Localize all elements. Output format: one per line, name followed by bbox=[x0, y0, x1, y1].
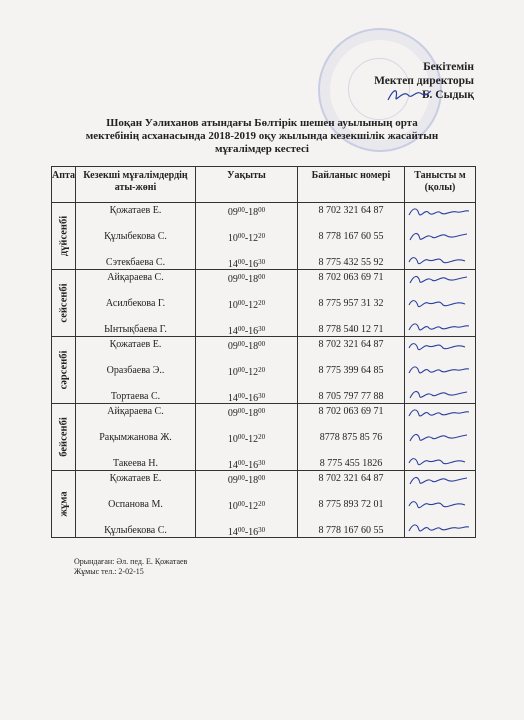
time-m1: 00 bbox=[237, 258, 245, 266]
time-h1: 14 bbox=[227, 460, 238, 471]
time-cell bbox=[196, 404, 298, 471]
time-m2: 00 bbox=[258, 474, 266, 482]
approval-position: Мектеп директоры bbox=[374, 75, 474, 87]
time-h2: 12 bbox=[248, 367, 259, 378]
teacher-name: Такеева Н. bbox=[112, 458, 159, 469]
day-cell bbox=[52, 270, 76, 337]
time-h1: 10 bbox=[227, 501, 238, 512]
table-row bbox=[52, 337, 476, 404]
time-h1: 10 bbox=[227, 434, 238, 445]
day-label: сәрсенбі bbox=[58, 350, 69, 390]
teacher-name: Тортаева С. bbox=[110, 391, 161, 402]
time-cell bbox=[196, 270, 298, 337]
time-m2: 00 bbox=[258, 206, 266, 214]
duty-time: $14^{00}-16^{30}$ bbox=[227, 392, 266, 404]
time-m2: 30 bbox=[258, 526, 266, 534]
approval-heading: Бекітемін bbox=[423, 61, 474, 73]
time-h2: 16 bbox=[248, 527, 259, 538]
phone-number: 8778 875 85 76 bbox=[319, 432, 383, 443]
time-h2: 12 bbox=[248, 300, 259, 311]
time-h1: 14 bbox=[227, 259, 238, 270]
table-row bbox=[52, 471, 476, 538]
time-h1: 10 bbox=[227, 233, 238, 244]
teacher-name: Құлыбекова С. bbox=[104, 231, 167, 242]
handwritten-signature bbox=[407, 430, 471, 444]
handwritten-signature bbox=[407, 339, 471, 353]
duty-time: $10^{00}-12^{20}$ bbox=[227, 366, 266, 378]
day-label: дүйсенбі bbox=[58, 215, 69, 257]
duty-time: $09^{00}-18^{00}$ bbox=[227, 273, 266, 285]
time-h1: 14 bbox=[227, 527, 238, 538]
time-h1: 09 bbox=[227, 475, 238, 486]
teacher-name: Айқараева С. bbox=[107, 406, 164, 417]
teacher-cell bbox=[76, 404, 196, 471]
teacher-name: Сэтекбаева С. bbox=[105, 257, 166, 268]
time-m1: 00 bbox=[237, 500, 245, 508]
teacher-name: Асилбекова Г. bbox=[105, 298, 166, 309]
time-h1: 10 bbox=[227, 300, 238, 311]
handwritten-signature bbox=[407, 272, 471, 286]
time-h2: 12 bbox=[248, 233, 259, 244]
duty-time: $10^{00}-12^{20}$ bbox=[227, 433, 266, 445]
time-m2: 00 bbox=[258, 407, 266, 415]
duty-time: $14^{00}-16^{30}$ bbox=[227, 258, 266, 270]
time-h2: 12 bbox=[248, 434, 259, 445]
document-title: Шоқан Уәлиханов атындағы Бөлтірік шешен ауылының орта мектебінің асханасында 2018-2019 оқу жылында кезекшілік жасайтын мұғалімдер кестесі bbox=[85, 117, 439, 155]
director-signature bbox=[386, 86, 432, 104]
header-phone: Байланыс номері bbox=[298, 167, 405, 203]
time-m2: 30 bbox=[258, 459, 266, 467]
handwritten-signature bbox=[407, 229, 471, 243]
time-m2: 30 bbox=[258, 392, 266, 400]
time-h2: 16 bbox=[248, 460, 259, 471]
time-h2: 12 bbox=[248, 501, 259, 512]
day-label: бейсенбі bbox=[58, 417, 69, 457]
time-m2: 20 bbox=[258, 299, 266, 307]
time-m2: 20 bbox=[258, 500, 266, 508]
teacher-name: Оразбаева Э.. bbox=[106, 365, 165, 376]
teacher-name: Қожатаев Е. bbox=[109, 473, 162, 484]
teacher-name: Айқараева С. bbox=[107, 272, 164, 283]
phone-number: 8 702 321 64 87 bbox=[318, 205, 384, 216]
time-h2: 18 bbox=[248, 274, 259, 285]
time-h2: 18 bbox=[248, 408, 259, 419]
duty-time: $10^{00}-12^{20}$ bbox=[227, 500, 266, 512]
time-m1: 00 bbox=[237, 366, 245, 374]
time-m2: 20 bbox=[258, 433, 266, 441]
time-h2: 16 bbox=[248, 326, 259, 337]
time-h2: 18 bbox=[248, 475, 259, 486]
teacher-cell bbox=[76, 337, 196, 404]
day-cell bbox=[52, 471, 76, 538]
teacher-name: Құлыбекова С. bbox=[104, 525, 167, 536]
table-row bbox=[52, 404, 476, 471]
table-row bbox=[52, 270, 476, 337]
signature-cell bbox=[405, 270, 476, 337]
time-h1: 09 bbox=[227, 274, 238, 285]
handwritten-signature bbox=[407, 521, 471, 535]
footer-phone: Жұмыс тел.: 2-02-15 bbox=[74, 567, 144, 576]
time-h1: 14 bbox=[227, 393, 238, 404]
teacher-name: Рақымжанова Ж. bbox=[99, 432, 172, 443]
teacher-name: Оспанова М. bbox=[108, 499, 163, 510]
teacher-cell bbox=[76, 203, 196, 270]
day-cell bbox=[52, 404, 76, 471]
time-m1: 00 bbox=[237, 433, 245, 441]
day-cell bbox=[52, 203, 76, 270]
header-week: Апта bbox=[52, 167, 76, 203]
phone-cell bbox=[298, 471, 405, 538]
phone-number: 8 702 063 69 71 bbox=[318, 406, 384, 417]
phone-number: 8 775 893 72 01 bbox=[318, 499, 384, 510]
time-h1: 09 bbox=[227, 408, 238, 419]
phone-cell bbox=[298, 404, 405, 471]
phone-number: 8 702 063 69 71 bbox=[318, 272, 384, 283]
duty-time: $09^{00}-18^{00}$ bbox=[227, 407, 266, 419]
handwritten-signature bbox=[407, 320, 471, 334]
day-label: сейсенбі bbox=[58, 283, 69, 323]
handwritten-signature bbox=[407, 296, 471, 310]
phone-cell bbox=[298, 270, 405, 337]
time-m1: 00 bbox=[237, 474, 245, 482]
time-h2: 16 bbox=[248, 393, 259, 404]
phone-number: 8 702 321 64 87 bbox=[318, 339, 384, 350]
duty-time: $14^{00}-16^{30}$ bbox=[227, 459, 266, 471]
handwritten-signature bbox=[407, 497, 471, 511]
teacher-name: Қожатаев Е. bbox=[109, 339, 162, 350]
table-header-row bbox=[52, 167, 476, 203]
approval-name: Б. Сыдық bbox=[421, 89, 474, 101]
time-cell bbox=[196, 471, 298, 538]
duty-time: $09^{00}-18^{00}$ bbox=[227, 340, 266, 352]
duty-time: $14^{00}-16^{30}$ bbox=[227, 526, 266, 538]
time-h2: 18 bbox=[248, 341, 259, 352]
time-m1: 00 bbox=[237, 392, 245, 400]
header-time: Уақыты bbox=[196, 167, 298, 203]
time-m1: 00 bbox=[237, 206, 245, 214]
phone-number: 8 778 167 60 55 bbox=[318, 231, 384, 242]
time-h1: 09 bbox=[227, 341, 238, 352]
phone-cell bbox=[298, 337, 405, 404]
phone-number: 8 705 797 77 88 bbox=[318, 391, 384, 402]
time-m2: 20 bbox=[258, 232, 266, 240]
signature-cell bbox=[405, 337, 476, 404]
handwritten-signature bbox=[407, 473, 471, 487]
time-m1: 00 bbox=[237, 459, 245, 467]
time-m2: 20 bbox=[258, 366, 266, 374]
signature-cell bbox=[405, 404, 476, 471]
time-cell bbox=[196, 337, 298, 404]
phone-number: 8 702 321 64 87 bbox=[318, 473, 384, 484]
time-h1: 09 bbox=[227, 207, 238, 218]
duty-schedule-table bbox=[51, 166, 476, 538]
header-sign: Танысты м (қолы) bbox=[405, 167, 476, 203]
time-m1: 00 bbox=[237, 232, 245, 240]
handwritten-signature bbox=[407, 253, 471, 267]
phone-number: 8 775 455 1826 bbox=[319, 458, 383, 469]
teacher-cell bbox=[76, 471, 196, 538]
time-m1: 00 bbox=[237, 526, 245, 534]
time-m1: 00 bbox=[237, 340, 245, 348]
handwritten-signature bbox=[407, 454, 471, 468]
time-m1: 00 bbox=[237, 299, 245, 307]
duty-time: $10^{00}-12^{20}$ bbox=[227, 232, 266, 244]
day-label: жұма bbox=[58, 491, 69, 517]
time-m1: 00 bbox=[237, 325, 245, 333]
duty-time: $10^{00}-12^{20}$ bbox=[227, 299, 266, 311]
teacher-cell bbox=[76, 270, 196, 337]
duty-time: $09^{00}-18^{00}$ bbox=[227, 206, 266, 218]
phone-number: 8 778 167 60 55 bbox=[318, 525, 384, 536]
time-h2: 16 bbox=[248, 259, 259, 270]
signature-cell bbox=[405, 203, 476, 270]
duty-time: $14^{00}-16^{30}$ bbox=[227, 325, 266, 337]
time-m2: 00 bbox=[258, 273, 266, 281]
time-h1: 10 bbox=[227, 367, 238, 378]
handwritten-signature bbox=[407, 387, 471, 401]
teacher-name: Қожатаев Е. bbox=[109, 205, 162, 216]
header-teacher: Кезекші мұғалімдердің аты-жөні bbox=[76, 167, 196, 203]
phone-number: 8 775 957 31 32 bbox=[318, 298, 384, 309]
phone-cell bbox=[298, 203, 405, 270]
time-h2: 18 bbox=[248, 207, 259, 218]
phone-number: 8 775 432 55 92 bbox=[318, 257, 384, 268]
time-m1: 00 bbox=[237, 407, 245, 415]
duty-time: $09^{00}-18^{00}$ bbox=[227, 474, 266, 486]
handwritten-signature bbox=[407, 406, 471, 420]
signature-cell bbox=[405, 471, 476, 538]
handwritten-signature bbox=[407, 205, 471, 219]
handwritten-signature bbox=[407, 363, 471, 377]
phone-number: 8 778 540 12 71 bbox=[318, 324, 384, 335]
footer-author: Орындаған: Әл. пед. Е. Қожатаев bbox=[74, 557, 188, 566]
time-h1: 14 bbox=[227, 326, 238, 337]
footer-info bbox=[74, 557, 187, 577]
table-row bbox=[52, 203, 476, 270]
time-m2: 30 bbox=[258, 258, 266, 266]
teacher-name: Ынтықбаева Г. bbox=[104, 324, 167, 335]
time-m2: 00 bbox=[258, 340, 266, 348]
time-m2: 30 bbox=[258, 325, 266, 333]
time-m1: 00 bbox=[237, 273, 245, 281]
time-cell bbox=[196, 203, 298, 270]
phone-number: 8 775 399 64 85 bbox=[318, 365, 384, 376]
day-cell bbox=[52, 337, 76, 404]
